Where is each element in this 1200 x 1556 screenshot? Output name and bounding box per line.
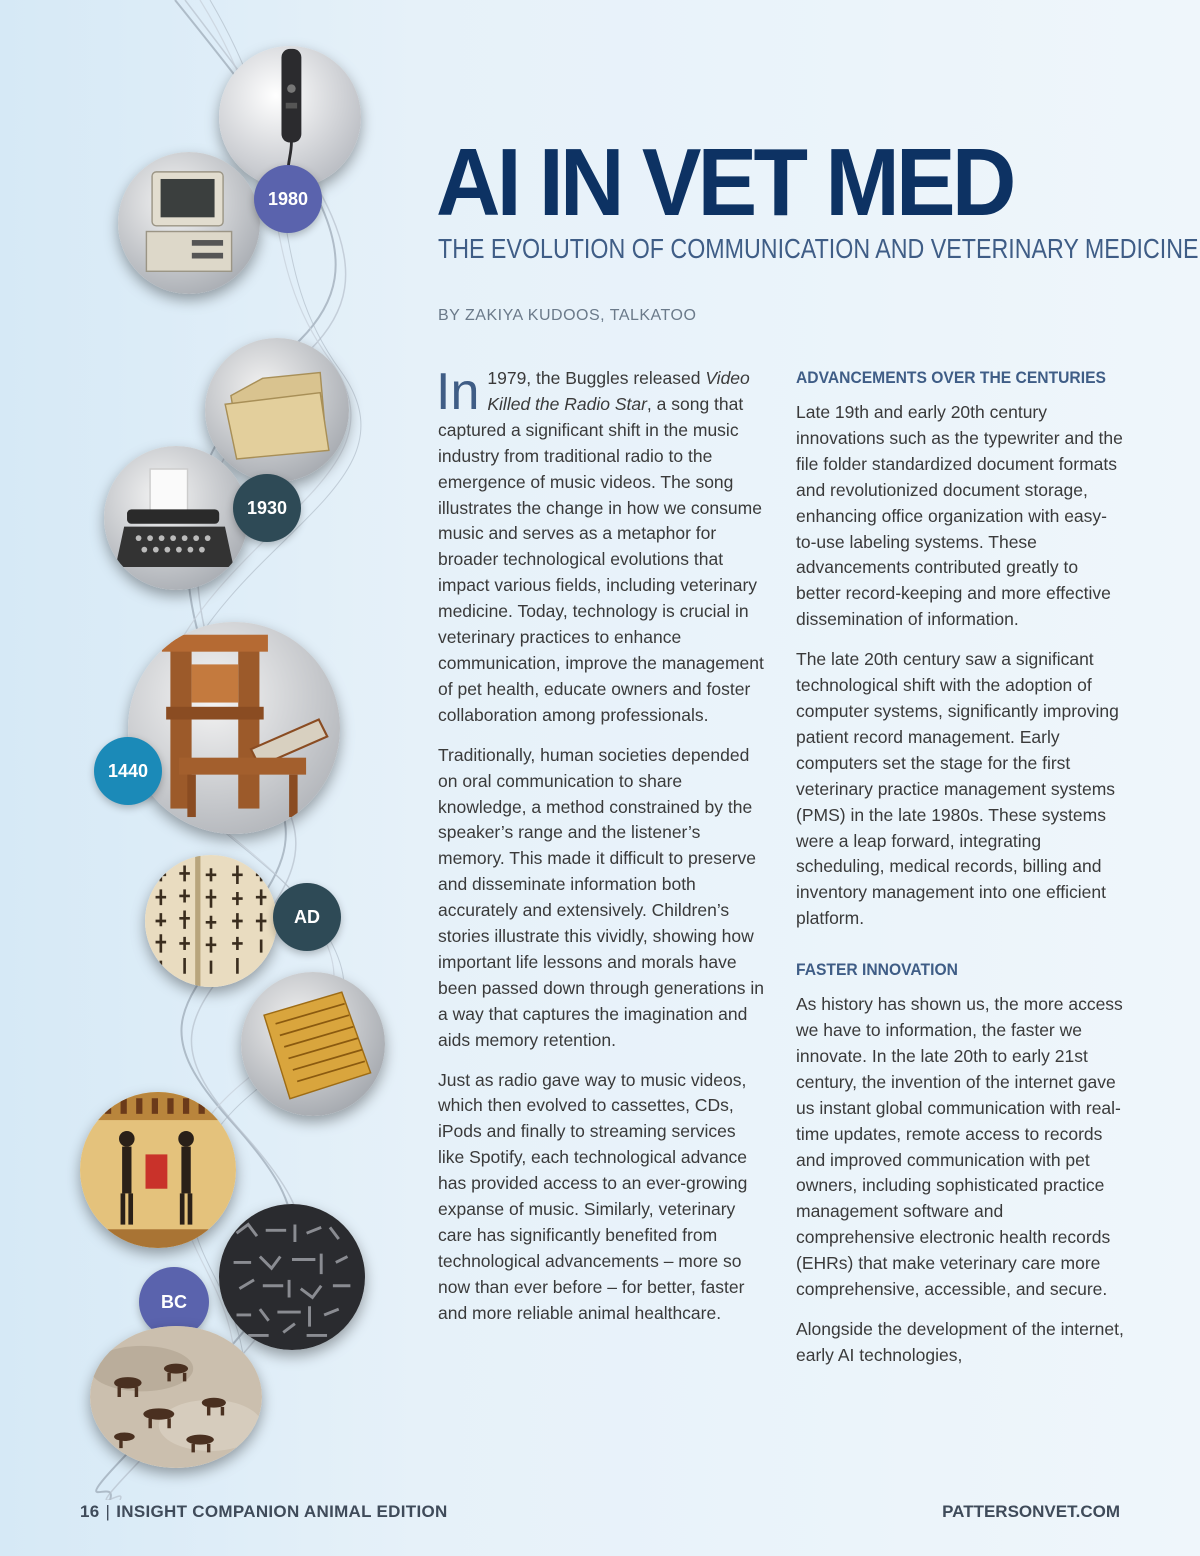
paragraph-oral-communication: Traditionally, human societies depended on oral communication to share knowledge, a method constrained by the speaker’s range and the listener’s memory. This made it difficult to preserve and disseminate information both accurately and extensively. Children’s stories illustrate this vividly, showing how important life lessons and morals have been passed down through generations in a way that captures the imagination and aids memory retention. xyxy=(438,744,764,1050)
chinese-scroll-icon xyxy=(145,855,277,987)
cuneiform-tablet-icon xyxy=(219,1204,365,1350)
year-badge-1930: 1930 xyxy=(233,474,301,542)
song-title: Video Killed the Radio Star xyxy=(487,368,750,414)
article-title: AI IN VET MED xyxy=(436,129,1013,236)
body-column-2 xyxy=(796,366,1126,1383)
paragraph-internet: As history has shown us, the more access we have to information, the faster we innovate. In the late 20th to early 21st century, the invention of the internet gave us instant global communication with real-time updates, remote access to records and improved communication with pet owners, including sophisticated practice management software and comprehensive electronic health records (EHRs) that make veterinary care more comprehensive, accessible, and secure. xyxy=(796,994,1123,1300)
drop-cap: In xyxy=(436,363,480,421)
egyptian-papyrus-icon xyxy=(80,1092,236,1248)
intro-text-a: 1979, the Buggles released xyxy=(487,368,706,388)
ancient-manuscript-icon xyxy=(241,972,385,1116)
paragraph-early-ai: Alongside the development of the internet, early AI technologies, xyxy=(796,1319,1124,1365)
era-badge-bc: BC xyxy=(139,1267,209,1337)
body-column-1 xyxy=(436,363,766,1341)
paragraph-radio-to-streaming: Just as radio gave way to music videos, which then evolved to cassettes, CDs, iPods and finally to streaming services like Spotify, each technological advance has provided access to an ever-growing expanse of music. Similarly, veterinary care has significantly benefited from technological advancements – more so now than ever before – for better, faster and more reliable animal healthcare. xyxy=(438,1069,748,1323)
section-heading-faster-innovation: FASTER INNOVATION xyxy=(796,960,958,980)
article-byline: BY ZAKIYA KUDOOS, TALKATOO xyxy=(438,307,697,324)
cave-painting-icon xyxy=(90,1326,262,1468)
year-badge-1980: 1980 xyxy=(254,165,322,233)
page-number: 16 xyxy=(80,1502,100,1521)
section-heading-advancements: ADVANCEMENTS OVER THE CENTURIES xyxy=(796,368,1106,387)
vintage-computer-icon xyxy=(118,152,260,294)
publication-name: INSIGHT COMPANION ANIMAL EDITION xyxy=(116,1502,448,1521)
intro-text-b: , a song that captured a significant shift in the music industry from traditional radio to the emergence of music videos. The song illustrates the change in how we consume music and serves as a metaphor for broader technological evolutions that impact various fields, including veterinary medicine. Today, technology is crucial in veterinary practices to enhance communication, improve the management of pet health, educate owners and foster collaboration among professionals. xyxy=(438,393,764,725)
article-subtitle: THE EVOLUTION OF COMMUNICATION AND VETERINARY MEDICINE xyxy=(438,233,1199,264)
year-badge-1440: 1440 xyxy=(94,737,162,805)
typewriter-icon xyxy=(104,446,248,590)
era-badge-ad: AD xyxy=(273,883,341,951)
paragraph-intro xyxy=(436,363,766,729)
footer-separator: | xyxy=(105,1502,111,1521)
footer-website[interactable]: PATTERSONVET.COM xyxy=(942,1502,1120,1521)
footer-publication xyxy=(80,1502,448,1522)
paragraph-typewriter-folder: Late 19th and early 20th century innovations such as the typewriter and the file folder standardized document formats and revolutionized document storage, enhancing office organization with easy-to-use labeling systems. These advancements contributed greatly to better record-keeping and more effective dissemination of information. xyxy=(796,402,1123,630)
printing-press-icon xyxy=(128,622,340,834)
paragraph-computer-systems: The late 20th century saw a significant technological shift with the adoption of computer systems, significantly improving patient record management. Early computers set the stage for the first veterinary practice management systems (PMS) in the late 1980s. These systems were a leap forward, integrating scheduling, medical records, billing and inventory management into one efficient platform. xyxy=(796,649,1119,929)
timeline-graphic xyxy=(0,0,400,1500)
file-folder-icon xyxy=(205,338,349,482)
